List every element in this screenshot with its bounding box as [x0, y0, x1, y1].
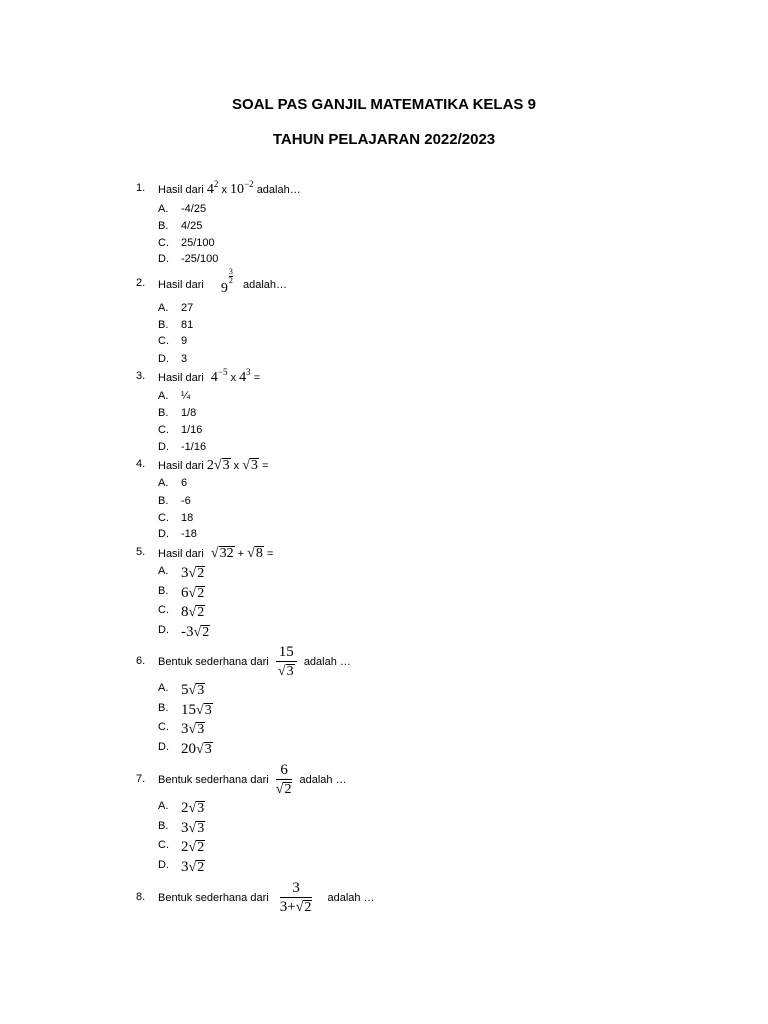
radical-icon: √: [188, 840, 197, 855]
square-root: √3: [196, 703, 212, 718]
square-root: √2: [188, 860, 205, 875]
math-expression: 9 3 2: [220, 267, 233, 296]
square-root: √3: [188, 801, 205, 816]
square-root: √3: [188, 722, 205, 737]
radical-icon: √: [210, 546, 219, 561]
radical-icon: √: [275, 782, 284, 797]
question-number: 7.: [136, 773, 146, 785]
radical-icon: √: [188, 683, 197, 698]
radical-icon: √: [188, 821, 197, 836]
question-number: 3.: [136, 370, 146, 382]
radical-icon: √: [213, 458, 222, 473]
question-text: Hasil dari √32 + √8 =: [158, 546, 274, 561]
square-root: √2: [275, 782, 292, 797]
question-number: 4.: [136, 458, 146, 470]
question-text: Bentuk sederhana dari $\frac{3}{3+√2}$ adalah …: [158, 880, 375, 915]
square-root: √3: [277, 664, 294, 679]
radical-icon: √: [196, 703, 204, 718]
radical-icon: √: [188, 722, 197, 737]
radical-icon: √: [247, 546, 255, 561]
question-number: 5.: [136, 546, 146, 558]
question-number: 8.: [136, 891, 146, 903]
document-title: SOAL PAS GANJIL MATEMATIKA KELAS 9: [232, 96, 536, 113]
square-root: √32: [210, 546, 234, 561]
question-number: 6.: [136, 655, 146, 667]
fraction: $\frac{3}{3+√2}$: [279, 880, 312, 915]
math-expression: $4^2$: [206, 179, 219, 197]
math-expression: $4^3$: [239, 367, 251, 385]
radical-icon: √: [188, 566, 197, 581]
math-expression: $4^{-5}$: [210, 367, 228, 385]
square-root: √3: [188, 683, 205, 698]
fraction: $\frac{15}{√3}$: [276, 643, 297, 681]
square-root: √2: [188, 605, 205, 620]
radical-icon: √: [277, 664, 286, 679]
radical-icon: √: [188, 586, 197, 601]
question-number: 1.: [136, 182, 146, 194]
radical-icon: √: [193, 625, 202, 640]
square-root: √2: [295, 900, 312, 915]
square-root: √3: [213, 458, 230, 473]
square-root: √3: [242, 458, 258, 473]
square-root: √8: [247, 546, 263, 561]
square-root: √3: [188, 821, 205, 836]
square-root: √3: [196, 742, 212, 757]
radical-icon: √: [196, 742, 204, 757]
square-root: √2: [188, 586, 205, 601]
question-text: Hasil dari $4^{-5}$ x $4^3$ =: [158, 367, 261, 385]
question-text: Hasil dari 9 3 2 adalah…: [158, 267, 288, 296]
square-root: √2: [188, 840, 205, 855]
radical-icon: √: [295, 900, 304, 915]
radical-icon: √: [242, 458, 250, 473]
question-number: 2.: [136, 277, 146, 289]
radical-icon: √: [188, 860, 197, 875]
document-subtitle: TAHUN PELAJARAN 2022/2023: [272, 131, 496, 148]
square-root: √2: [188, 566, 205, 581]
math-expression: $10^{-2}$: [230, 179, 254, 197]
question-text: Bentuk sederhana dari $\frac{15}{√3}$ adalah …: [158, 644, 351, 679]
radical-icon: √: [188, 801, 197, 816]
question-text: Hasil dari 2√3 x √3 =: [158, 458, 269, 473]
question-text: Hasil dari $4^2$ x $10^{-2}$ adalah…: [158, 179, 301, 197]
square-root: √2: [193, 625, 210, 640]
document-page: SOAL PAS GANJIL MATEMATIKA KELAS 9 TAHUN PELAJARAN 2022/2023 1. Hasil dari $4^2$ x $10^{-2}$ adalah… A. -4/25 B. 4/25 C. 25/100 D. -25/100 2. Hasil dari 9 3 2 adalah… A. 27 B. 81 C. 9 D. 3 3. Hasil dari $4^{-5}$ x $4^3$ = A. ¼ B. 1/8 C. 1/16 D. -1/16 4. Hasil dari 2√3 x √3 = A. 6 B. -6 C. 18 D. -18 5. Hasil dari √32 + √8 = A. 3√2 B. 6√2 C. 8√2 D. -3√2 6. Bentuk sederhana dari $\frac{15}{√3}$ adalah … A. 5√3 B. 15√3 C. 3√3 D. 20√3 7. Bentuk sederhana dari $\frac{6}{√2}$ adalah … A. 2√3 B. 3√3 C. 2√2 D. 3√2 8. Bentuk sederhana dari $\frac{3}{3+√2}$ adalah …: [0, 0, 768, 1024]
question-text: Bentuk sederhana dari $\frac{6}{√2}$ adalah …: [158, 762, 347, 797]
radical-icon: √: [188, 605, 197, 620]
fraction: $\frac{6}{√2}$: [275, 762, 292, 797]
